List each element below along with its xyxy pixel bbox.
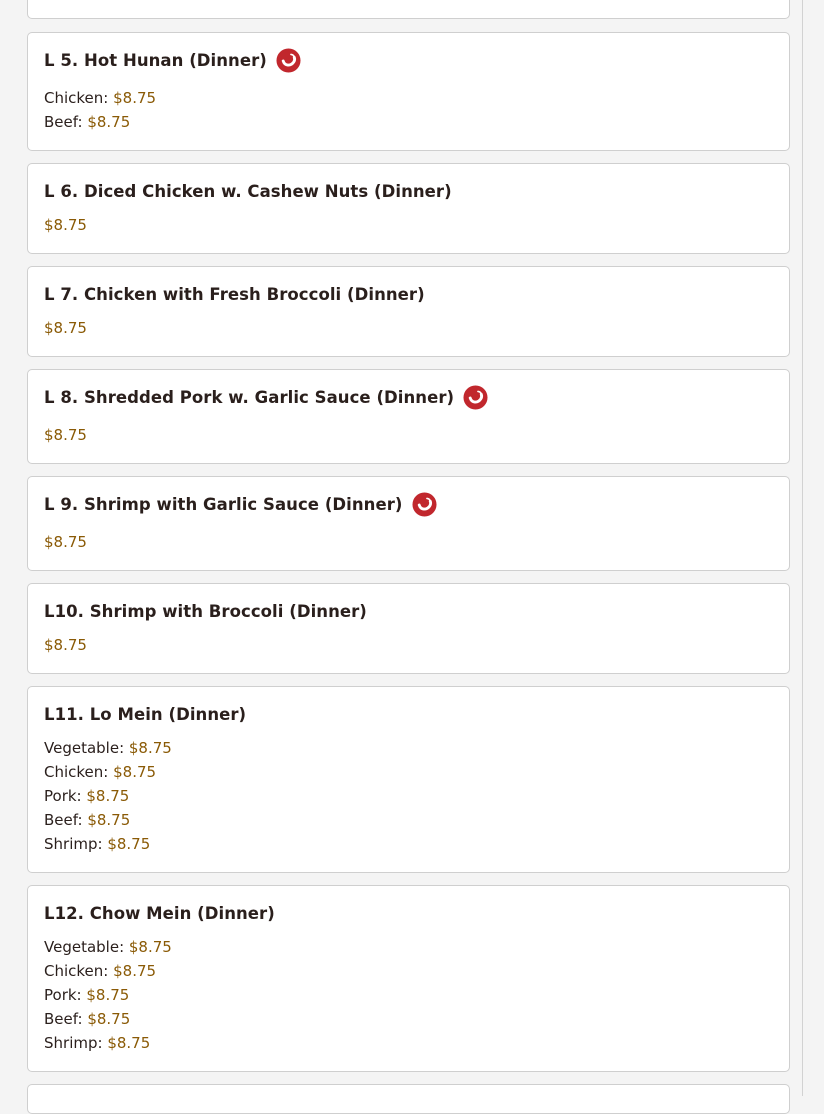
menu-item-title: L 5. Hot Hunan (Dinner) [44,50,267,70]
menu-item-card[interactable] [27,885,790,1072]
menu-item-title-row [44,281,425,307]
price-option-beef: Beef: $8.75 [44,1010,131,1028]
menu-item-title-row [44,701,246,727]
price-option-chicken: Chicken: $8.75 [44,763,157,781]
price-option-pork: Pork: $8.75 [44,986,130,1004]
menu-item-card[interactable] [27,163,790,254]
menu-item-title-row [44,598,367,624]
menu-item-card[interactable] [27,32,790,151]
price-option-chicken: Chicken: $8.75 [44,89,157,107]
menu-item-title: L12. Chow Mein (Dinner) [44,903,275,923]
menu-item-price: $8.75 [44,426,87,444]
page-scrollbar-edge [802,0,803,1096]
price-option-pork: Pork: $8.75 [44,787,130,805]
menu-item-card-partial-top[interactable] [27,0,790,19]
menu-item-card[interactable] [27,686,790,873]
price-option-beef: Beef: $8.75 [44,113,131,131]
menu-item-price: $8.75 [44,636,87,654]
menu-item-card[interactable] [27,266,790,357]
price-option-vegetable: Vegetable: $8.75 [44,938,172,956]
menu-item-title: L10. Shrimp with Broccoli (Dinner) [44,601,367,621]
price-option-beef: Beef: $8.75 [44,811,131,829]
price-option-vegetable: Vegetable: $8.75 [44,739,172,757]
menu-item-title-row [44,178,452,204]
menu-item-title: L 7. Chicken with Fresh Broccoli (Dinner) [44,284,425,304]
menu-item-title-row [44,47,301,73]
menu-item-card[interactable] [27,583,790,674]
menu-item-title: L11. Lo Mein (Dinner) [44,704,247,724]
price-option-chicken: Chicken: $8.75 [44,962,157,980]
menu-item-title: L 6. Diced Chicken w. Cashew Nuts (Dinner) [44,181,452,201]
price-option-shrimp: Shrimp: $8.75 [44,1034,151,1052]
menu-item-title: L 9. Shrimp with Garlic Sauce (Dinner) [44,494,403,514]
menu-item-price: $8.75 [44,216,87,234]
menu-item-price: $8.75 [44,319,87,337]
price-option-shrimp: Shrimp: $8.75 [44,835,151,853]
menu-item-card[interactable] [27,369,790,464]
menu-item-title-row [44,384,488,410]
chili-pepper-icon [463,385,488,410]
menu-item-title: L 8. Shredded Pork w. Garlic Sauce (Dinner) [44,387,455,407]
menu-item-price: $8.75 [44,533,87,551]
chili-pepper-icon [412,492,437,517]
menu-item-title-row [44,900,275,926]
menu-item-card[interactable] [27,476,790,571]
menu-item-title-row [44,491,437,517]
chili-pepper-icon [276,48,301,73]
menu-item-card-partial-bottom[interactable] [27,1084,790,1114]
